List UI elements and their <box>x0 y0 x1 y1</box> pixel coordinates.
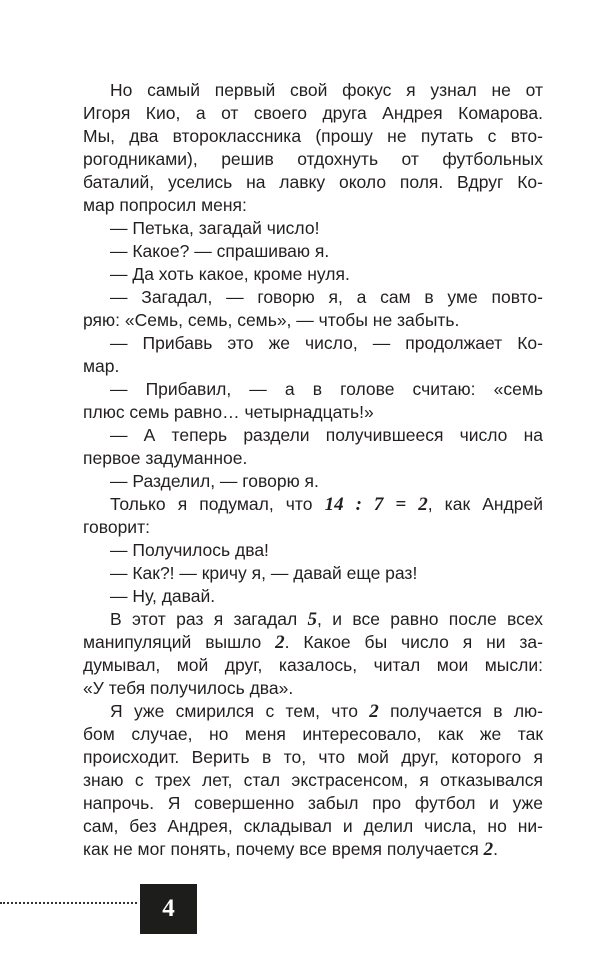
text-line: — Разделил, — говорю я. <box>110 471 319 491</box>
text-line: Но самый первый свой фокус я узнал не от <box>110 80 543 100</box>
text-line: первое задуманное. <box>83 448 248 468</box>
text-line: — Какое? — спрашиваю я. <box>110 241 330 261</box>
text-line: — Прибавил, — а в голове считаю: «семь <box>110 379 543 399</box>
text-segment: манипуляций вышло <box>83 632 276 652</box>
math-number: 2 <box>483 839 494 860</box>
body-text <box>83 79 543 861</box>
paragraph <box>83 217 543 240</box>
text-line: думывал, мой друг, казалось, читал мои мысли: <box>83 655 543 675</box>
paragraph <box>83 493 543 539</box>
text-line: ряю: «Семь, семь, семь», — чтобы не забыть. <box>83 310 460 330</box>
math-expression: 14 : 7 = 2 <box>324 494 428 515</box>
text-line: — А теперь раздели получившееся число на <box>110 425 543 445</box>
text-line: Мы, два второклассника (прошу не путать с вто- <box>83 126 543 146</box>
text-line: мар попросил меня: <box>83 195 247 215</box>
text-line: — Как?! — кричу я, — давай еще раз! <box>110 563 418 583</box>
text-line <box>83 700 543 723</box>
text-segment: . Какое бы число я ни за- <box>284 632 543 652</box>
text-segment: . <box>493 839 498 859</box>
math-number: 5 <box>307 609 318 630</box>
text-segment: получается в лю- <box>378 701 543 721</box>
paragraph <box>83 240 543 263</box>
paragraph <box>83 608 543 700</box>
text-segment: , и все равно после всех <box>317 609 544 629</box>
paragraph <box>83 539 543 562</box>
paragraph <box>83 424 543 470</box>
paragraph <box>83 585 543 608</box>
text-line: напрочь. Я совершенно забыл про футбол и уже <box>83 793 543 813</box>
text-segment: как не мог понять, почему все время получается <box>83 839 484 859</box>
text-line: — Получилось два! <box>110 540 269 560</box>
paragraph <box>83 470 543 493</box>
text-line <box>83 838 543 861</box>
text-line: «У тебя получилось два». <box>83 678 294 698</box>
paragraph <box>83 79 543 217</box>
text-line: плюс семь равно… четырнадцать!» <box>83 402 374 422</box>
text-segment: В этот раз я загадал <box>110 609 308 629</box>
text-segment: Только я подумал, что <box>110 494 325 514</box>
text-line: рогодниками), решив отдохнуть от футбольных <box>83 149 543 169</box>
text-line <box>83 608 543 631</box>
text-line: знаю с трех лет, стал экстрасенсом, я отказывался <box>83 770 543 790</box>
text-line: мар. <box>83 356 120 376</box>
text-line: — Ну, давай. <box>110 586 216 606</box>
text-segment: , как Андрей <box>427 494 543 514</box>
page-number: 4 <box>162 895 175 922</box>
page-number-box <box>140 884 197 934</box>
text-line: — Петька, загадай число! <box>110 218 320 238</box>
text-line: происходит. Верить в то, что мой друг, которого я <box>83 747 543 767</box>
text-line: баталий, уселись на лавку около поля. Вдруг Ко- <box>83 172 543 192</box>
text-line: — Загадал, — говорю я, а сам в уме повто- <box>110 287 543 307</box>
text-line: бом случае, но меня интересовало, как же так <box>83 724 543 744</box>
math-number: 2 <box>369 701 379 722</box>
text-line <box>83 631 543 654</box>
text-line: Игоря Кио, а от своего друга Андрея Комарова. <box>83 103 543 123</box>
text-line <box>83 493 543 516</box>
text-line: сам, без Андрея, складывал и делил числа, но ни- <box>83 816 543 836</box>
text-line: говорит: <box>83 517 150 537</box>
dotted-rule <box>0 902 137 904</box>
text-line: — Прибавь это же число, — продолжает Ко- <box>110 333 543 353</box>
paragraph <box>83 378 543 424</box>
paragraph <box>83 263 543 286</box>
math-number: 2 <box>275 632 285 653</box>
paragraph <box>83 562 543 585</box>
paragraph <box>83 700 543 861</box>
paragraph <box>83 286 543 332</box>
paragraph <box>83 332 543 378</box>
text-line: — Да хоть какое, кроме нуля. <box>110 264 350 284</box>
text-segment: Я уже смирился с тем, что <box>110 701 370 721</box>
